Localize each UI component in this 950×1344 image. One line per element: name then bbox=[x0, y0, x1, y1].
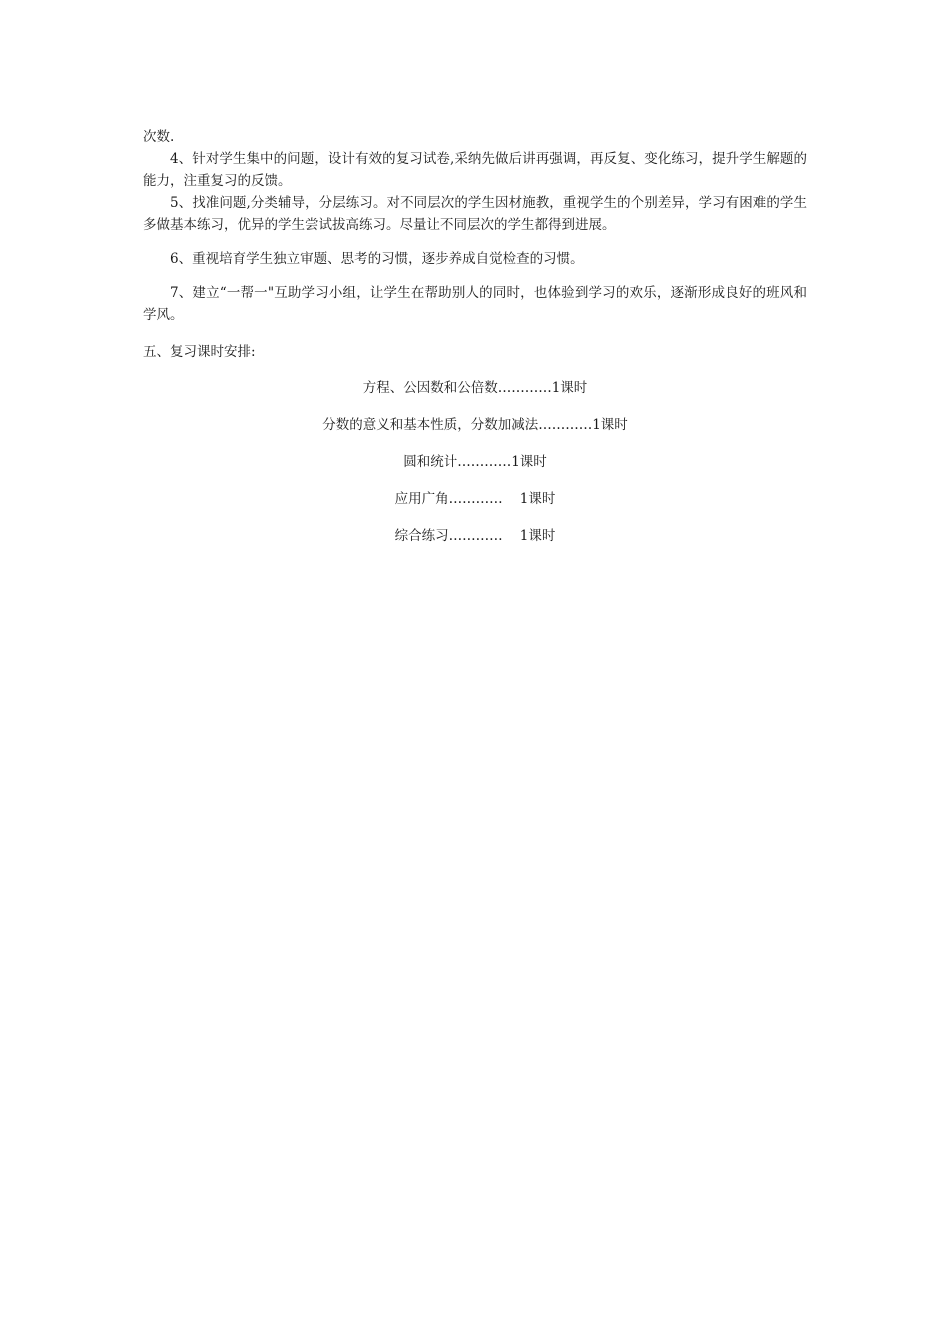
schedule-item: 应用广角………… 1课时 bbox=[394, 491, 556, 507]
schedule-item: 方程、公因数和公倍数…………1课时 bbox=[362, 380, 588, 396]
schedule-item: 分数的意义和基本性质，分数加减法…………1课时 bbox=[322, 417, 628, 433]
schedule-item: 圆和统计…………1课时 bbox=[403, 454, 547, 470]
paragraph-item-7: 7、建立“一帮一"互助学习小组，让学生在帮助别人的同时，也体验到学习的欢乐，逐渐形成良好的班风和学风。 bbox=[143, 285, 807, 323]
schedule-list bbox=[143, 377, 807, 562]
schedule-item: 综合练习………… 1课时 bbox=[394, 528, 556, 544]
paragraph-item-5: 5、找准问题,分类辅导，分层练习。对不同层次的学生因材施教，重视学生的个别差异，学习有困难的学生多做基本练习，优异的学生尝试拔高练习。尽量让不同层次的学生都得到进展。 bbox=[143, 195, 807, 233]
section-heading: 五、复习课时安排: bbox=[143, 344, 256, 360]
paragraph-item-6: 6、重视培育学生独立审题、思考的习惯，逐步养成自觉检查的习惯。 bbox=[170, 251, 584, 267]
document-body bbox=[143, 126, 807, 562]
paragraph-item-4: 4、针对学生集中的问题，设计有效的复习试卷,采纳先做后讲再强调，再反复、变化练习，提升学生解题的能力，注重复习的反馈。 bbox=[143, 151, 807, 189]
paragraph-continuation: 次数. bbox=[143, 129, 175, 145]
